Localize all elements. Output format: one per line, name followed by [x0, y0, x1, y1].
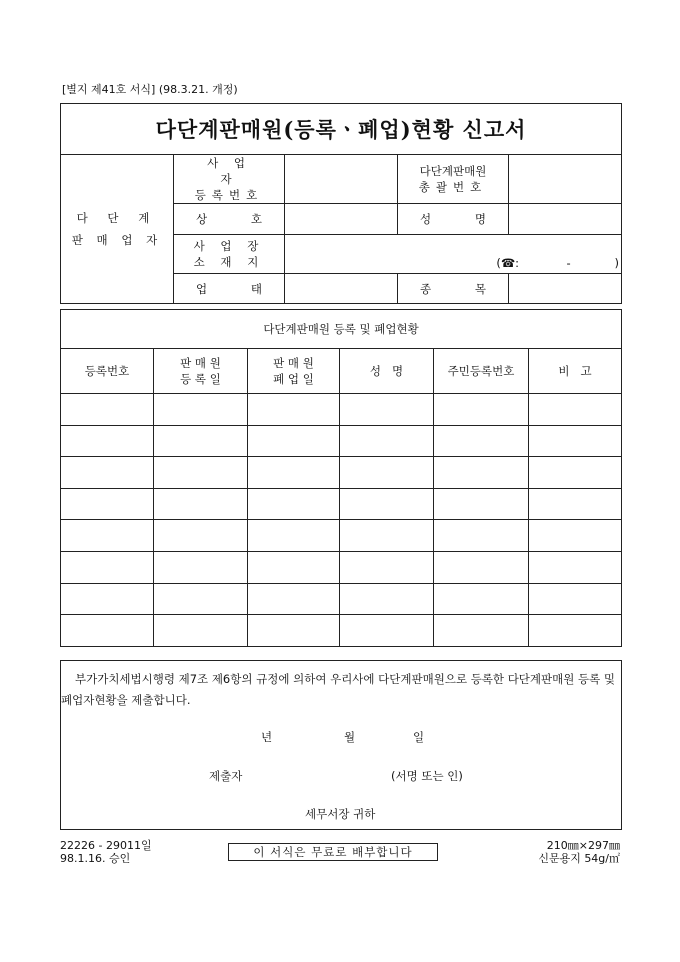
table-cell[interactable] — [61, 615, 154, 647]
year-label: 년 — [261, 730, 273, 744]
table-row — [61, 615, 622, 647]
addressee: 세무서장 귀하 — [305, 807, 376, 821]
business-item-label: 종 목 — [398, 274, 509, 304]
reg-no-label: 사 업 자 등록번호 — [174, 155, 285, 204]
table-cell[interactable] — [61, 551, 154, 583]
table-cell[interactable] — [340, 457, 434, 489]
column-header-line: 판 매 원 — [273, 356, 314, 370]
table-cell[interactable] — [61, 583, 154, 615]
table-cell[interactable] — [434, 394, 529, 426]
business-info-table — [60, 103, 622, 304]
table-row — [61, 457, 622, 489]
table-cell[interactable] — [340, 583, 434, 615]
form-reference: [별지 제41호 서식] (98.3.21. 개정) — [62, 83, 238, 96]
table-cell[interactable] — [434, 551, 529, 583]
table-cell[interactable] — [340, 551, 434, 583]
column-header — [434, 349, 529, 394]
table-cell[interactable] — [434, 520, 529, 552]
section-label: 다 단 계 판 매 업 자 — [61, 155, 174, 304]
name-field[interactable] — [509, 204, 622, 235]
table-cell[interactable] — [154, 425, 248, 457]
table-row — [61, 551, 622, 583]
table-cell[interactable] — [340, 488, 434, 520]
name-label: 성 명 — [398, 204, 509, 235]
table-cell[interactable] — [61, 520, 154, 552]
table-cell[interactable] — [248, 615, 340, 647]
column-header — [248, 349, 340, 394]
column-header-line: 판 매 원 — [180, 356, 221, 370]
table-cell[interactable] — [248, 551, 340, 583]
table-cell[interactable] — [529, 425, 622, 457]
column-header-line: 폐 업 일 — [273, 372, 314, 386]
table-cell[interactable] — [248, 425, 340, 457]
table-cell[interactable] — [529, 457, 622, 489]
column-header-line: 등 록 일 — [180, 372, 221, 386]
paper-spec: 210㎜×297㎜ 신문용지 54g/㎡ — [538, 839, 620, 865]
column-header-line: 비 고 — [558, 364, 592, 378]
table-cell[interactable] — [340, 615, 434, 647]
column-header-line: 성 명 — [369, 364, 404, 378]
column-header — [154, 349, 248, 394]
day-label: 일 — [413, 730, 425, 744]
sign-label: (서명 또는 인) — [391, 769, 463, 783]
table-cell[interactable] — [340, 520, 434, 552]
table-cell[interactable] — [340, 394, 434, 426]
master-no-field[interactable] — [509, 155, 622, 204]
table-cell[interactable] — [61, 488, 154, 520]
table-row — [61, 583, 622, 615]
business-type-label: 업 태 — [174, 274, 285, 304]
table-row — [61, 488, 622, 520]
table-cell[interactable] — [434, 457, 529, 489]
table-cell[interactable] — [529, 551, 622, 583]
trade-name-field[interactable] — [285, 204, 398, 235]
table-cell[interactable] — [248, 394, 340, 426]
phone-field[interactable]: (☎: - ) — [496, 256, 620, 270]
master-no-label: 다단계판매원 총괄번호 — [398, 155, 509, 204]
form-title: 다단계판매원(등록ㆍ폐업)현황 신고서 — [61, 104, 622, 155]
free-distribution-notice: 이 서식은 무료로 배부합니다 — [228, 843, 438, 861]
business-item-field[interactable] — [509, 274, 622, 304]
table-cell[interactable] — [61, 457, 154, 489]
status-title: 다단계판매원 등록 및 폐업현황 — [61, 310, 622, 349]
status-table — [60, 309, 622, 647]
table-cell[interactable] — [154, 457, 248, 489]
reg-no-field[interactable] — [285, 155, 398, 204]
column-header — [61, 349, 154, 394]
table-cell[interactable] — [248, 583, 340, 615]
table-cell[interactable] — [529, 488, 622, 520]
column-header-line: 등록번호 — [84, 364, 130, 378]
table-cell[interactable] — [248, 457, 340, 489]
declaration-box — [60, 660, 622, 830]
submitter-label: 제출자 — [209, 769, 243, 783]
table-cell[interactable] — [434, 583, 529, 615]
table-cell[interactable] — [154, 551, 248, 583]
location-label: 사 업 장 소 재 지 — [174, 235, 285, 274]
table-cell[interactable] — [154, 488, 248, 520]
month-label: 월 — [344, 730, 356, 744]
column-header — [340, 349, 434, 394]
table-cell[interactable] — [61, 394, 154, 426]
table-cell[interactable] — [248, 520, 340, 552]
table-cell[interactable] — [340, 425, 434, 457]
table-row — [61, 394, 622, 426]
table-cell[interactable] — [529, 520, 622, 552]
column-header — [529, 349, 622, 394]
table-cell[interactable] — [529, 583, 622, 615]
table-cell[interactable] — [248, 488, 340, 520]
form-code: 22226 - 29011일 98.1.16. 승인 — [60, 839, 152, 865]
declaration-text: 부가가치세법시행령 제7조 제6항의 규정에 의하여 우리사에 다단계판매원으로 등록한 다단계판매원 등록 및 폐업자현황을 제출합니다. — [61, 672, 615, 707]
table-cell[interactable] — [154, 520, 248, 552]
table-cell[interactable] — [154, 583, 248, 615]
table-cell[interactable] — [529, 615, 622, 647]
table-cell[interactable] — [434, 615, 529, 647]
trade-name-label: 상 호 — [174, 204, 285, 235]
location-field[interactable] — [285, 235, 622, 274]
table-cell[interactable] — [61, 425, 154, 457]
table-cell[interactable] — [154, 394, 248, 426]
table-cell[interactable] — [529, 394, 622, 426]
table-row — [61, 425, 622, 457]
table-cell[interactable] — [154, 615, 248, 647]
table-cell[interactable] — [434, 425, 529, 457]
business-type-field[interactable] — [285, 274, 398, 304]
column-header-line: 주민등록번호 — [447, 364, 515, 378]
table-cell[interactable] — [434, 488, 529, 520]
table-row — [61, 520, 622, 552]
